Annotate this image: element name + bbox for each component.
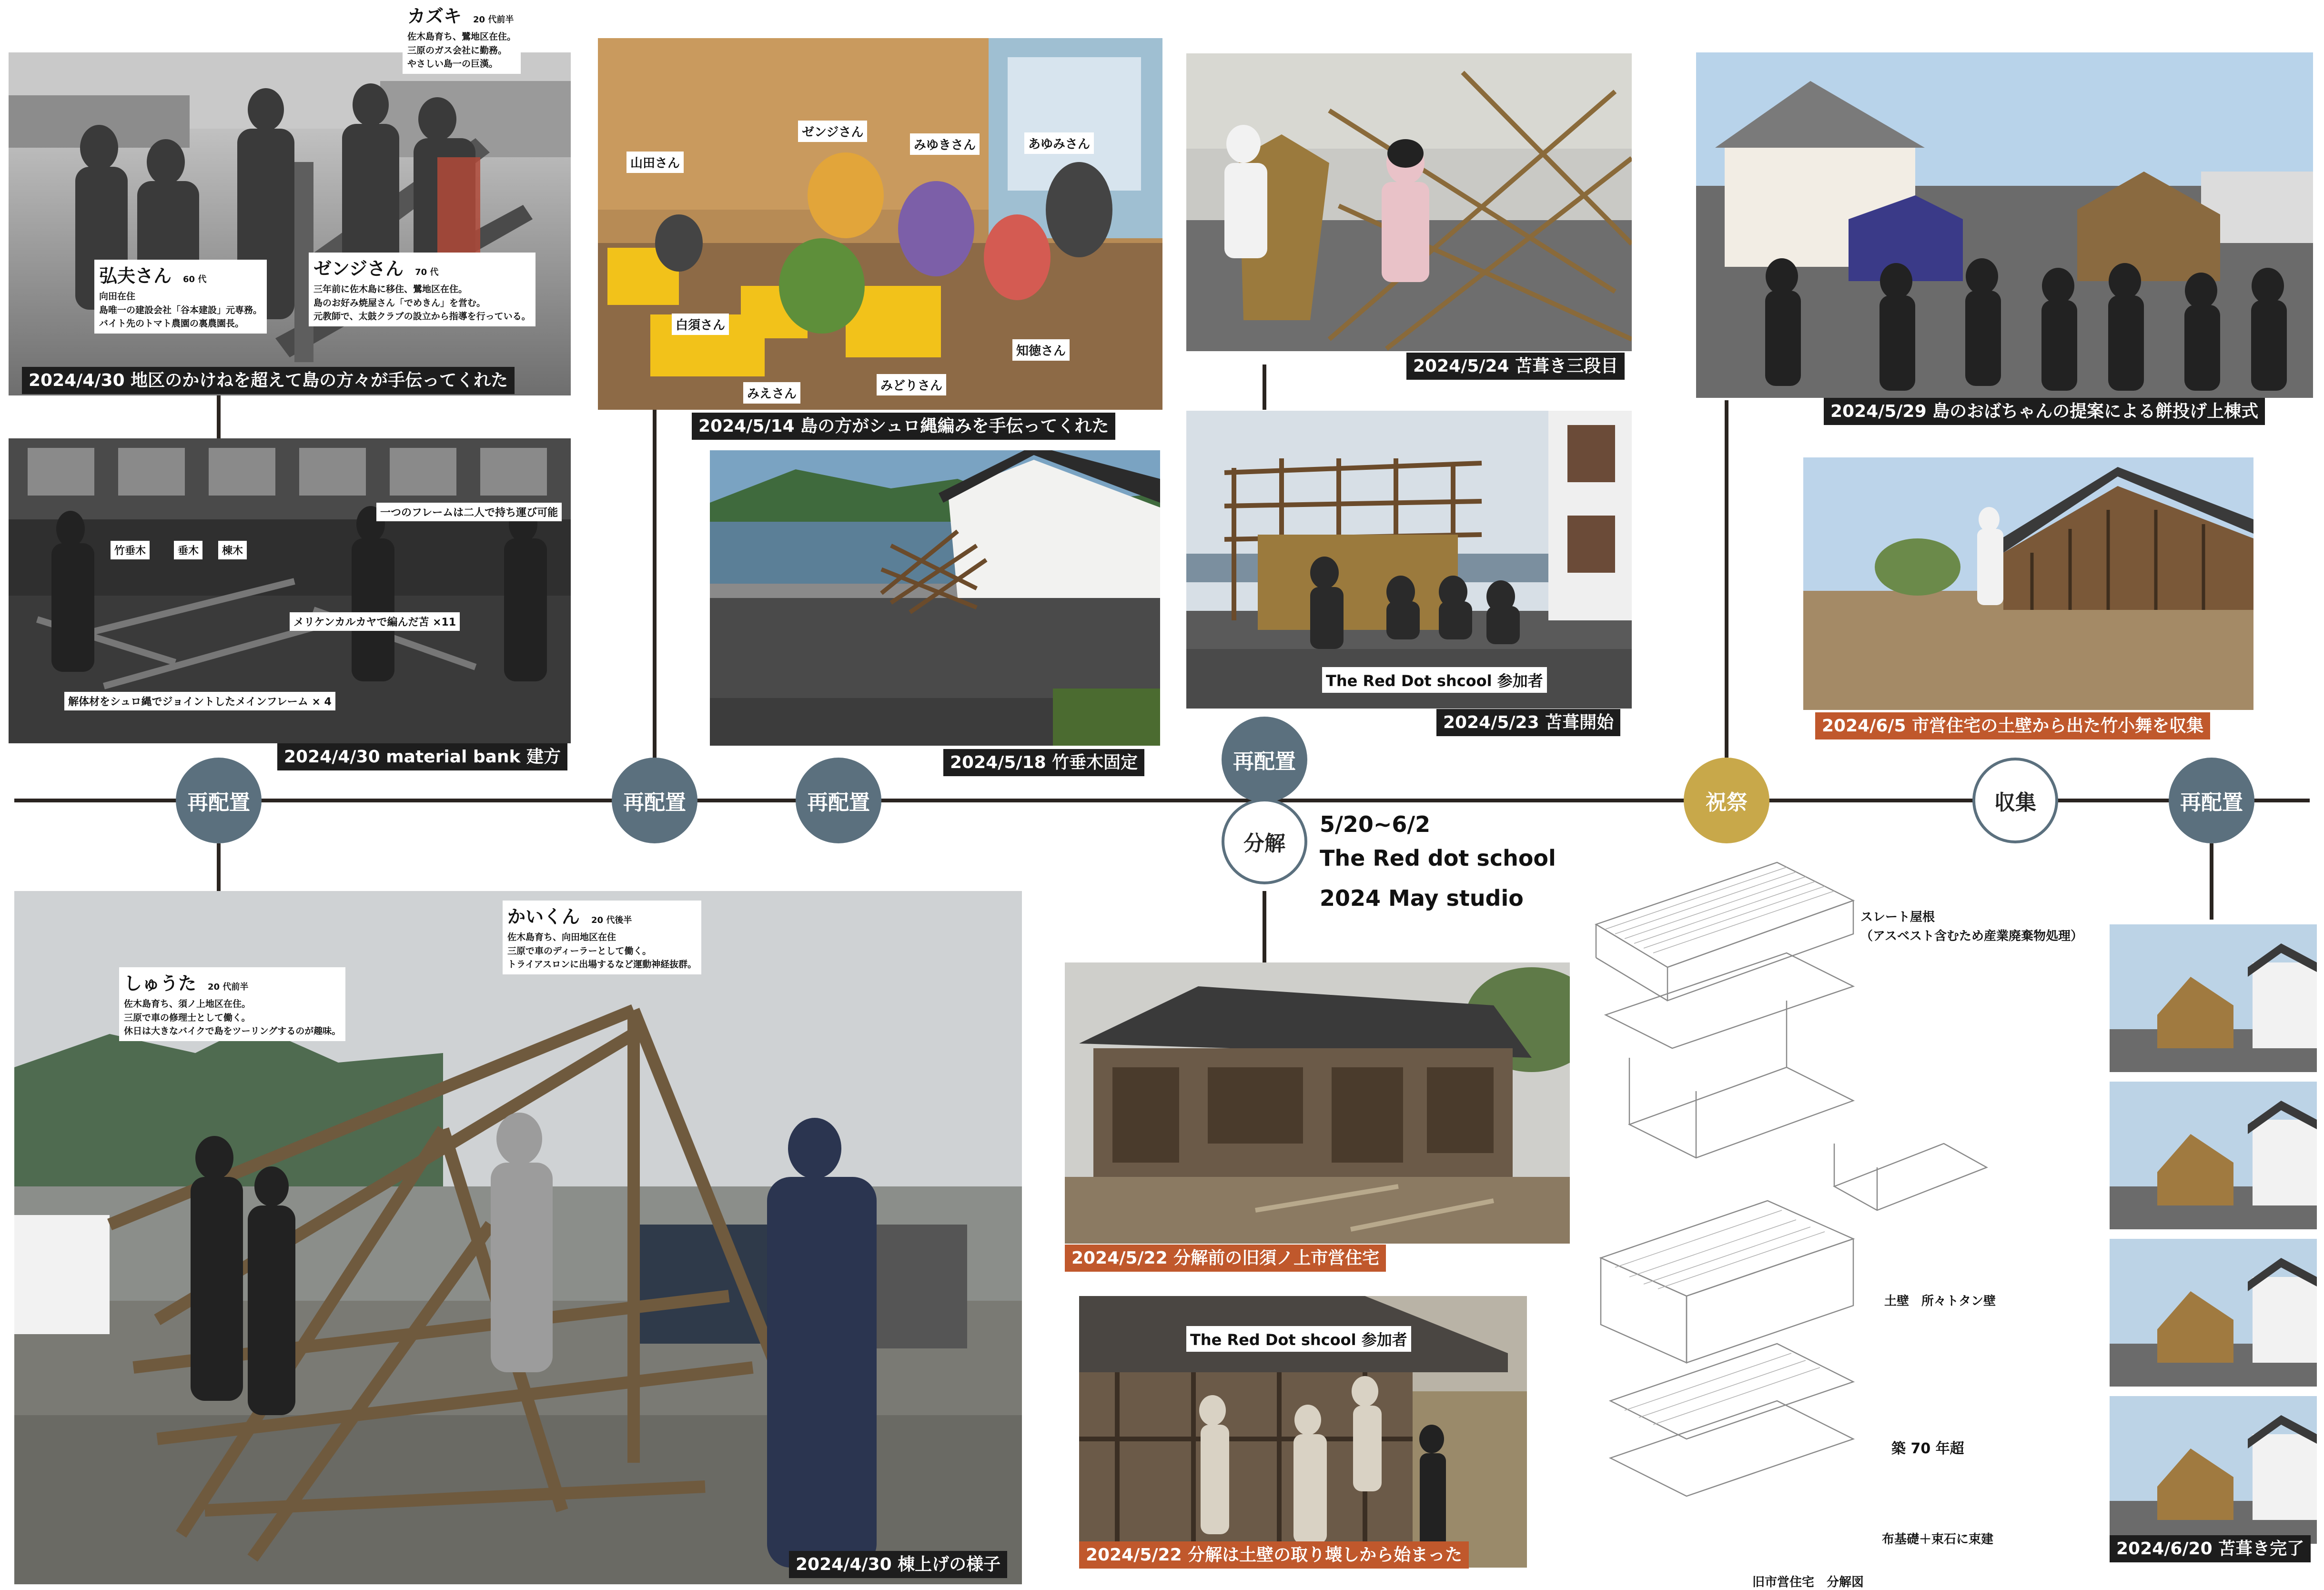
profile-name: ゼンジさん	[313, 258, 404, 279]
profile-line: 三原のガス会社に勤務。	[407, 45, 507, 56]
connector	[1725, 400, 1728, 758]
photo-bamboo-rafters	[710, 450, 1160, 746]
participants-label: The Red Dot shcool 参加者	[1186, 1326, 1411, 1352]
connector	[1263, 365, 1266, 410]
photo-caption: 2024/6/5 市営住宅の土壁から出た竹小舞を収集	[1815, 712, 2210, 739]
photo-thatch-third	[1186, 53, 1632, 351]
photo-caption: 2024/4/30 地区のかけねを超えて島の方々が手伝ってくれた	[22, 367, 515, 394]
profile-line: 佐木島育ち、向田地区在住	[507, 932, 616, 942]
diagram-roof-line: スレート屋根	[1860, 910, 1935, 924]
photo-caption: 2024/4/30 棟上げの様子	[789, 1551, 1007, 1578]
profile-line: 島唯一の建設会社「谷本建設」元専務。	[99, 304, 263, 315]
profile-age: 20 代前半	[473, 15, 514, 25]
photo-caption: 2024/5/23 苫葺開始	[1436, 709, 1620, 736]
schedule-studio: 2024 May studio	[1320, 885, 1524, 911]
profile-line: バイト先のトマト農園の裏農園長。	[99, 318, 244, 329]
timeline-axis	[14, 799, 2310, 802]
profile-line: 三年前に佐木島に移住、鷺地区在住。	[313, 284, 468, 294]
diagram-roof-line: （アスベスト含むため産業廃棄物処理）	[1860, 929, 2083, 944]
profile-age: 20 代後半	[591, 915, 632, 925]
profile-age: 70 代	[415, 267, 439, 277]
node-relocate-2: 再配置	[612, 758, 697, 843]
annotation-label: 解体材をシュロ縄でジョイントしたメインフレーム × 4	[64, 692, 335, 710]
connector	[2210, 843, 2213, 920]
profile-line: やさしい島一の巨漢。	[407, 59, 498, 69]
connector	[1263, 891, 1266, 967]
person-label: みどりさん	[877, 374, 946, 395]
node-relocate-3: 再配置	[796, 758, 881, 843]
profile-age: 20 代前半	[208, 982, 249, 992]
profile-age: 60 代	[183, 274, 207, 284]
photo-caption: 2024/4/30 material bank 建方	[277, 743, 567, 770]
photo-caption: 2024/5/22 分解前の旧須ノ上市営住宅	[1065, 1245, 1386, 1272]
annotation-label: 一つのフレームは二人で持ち運び可能	[376, 503, 562, 521]
profile-hiroo	[94, 260, 267, 334]
person-label: 白須さん	[672, 314, 729, 335]
profile-name: しゅうた	[124, 973, 197, 994]
diagram-age-label: 築 70 年超	[1891, 1440, 1964, 1457]
connector	[217, 395, 221, 438]
photo-rope-weaving	[598, 38, 1162, 410]
profile-line: 休日は大きなバイクで島をツーリングするのが趣味。	[124, 1026, 341, 1036]
profile-line: 三原で車のディーラーとして働く。	[507, 945, 652, 956]
person-label: 知徳さん	[1012, 339, 1070, 361]
schedule-text	[1320, 808, 1556, 915]
diagram-title: 旧市営住宅 分解図	[1752, 1575, 1864, 1590]
annotation-label: 棟木	[218, 541, 247, 559]
person-label: ゼンジさん	[798, 121, 867, 142]
profile-line: 佐木島育ち、鷺地区在住。	[407, 31, 516, 42]
profile-kai	[503, 901, 701, 974]
node-relocate-1: 再配置	[176, 758, 262, 843]
schedule-dates: 5/20~6/2	[1320, 811, 1431, 837]
person-label: 山田さん	[626, 152, 684, 173]
person-label: みえさん	[743, 382, 800, 404]
exploded-diagram	[1586, 858, 2111, 1572]
photo-old-housing	[1065, 962, 1570, 1244]
photo-bamboo-collect	[1803, 457, 2253, 710]
profile-zenji	[309, 253, 536, 326]
photo-caption: 2024/6/20 苫葺き完了	[2110, 1535, 2311, 1562]
node-disassemble: 分解	[1222, 799, 1307, 884]
person-label: みゆきさん	[910, 133, 980, 155]
connector	[217, 843, 221, 891]
node-collect: 収集	[1972, 758, 2058, 843]
profile-kazuki	[403, 0, 521, 74]
diagram-wall-label: 土壁 所々トタン壁	[1884, 1294, 1996, 1308]
profile-line: トライアスロンに出場するなど運動神経抜群。	[507, 959, 697, 970]
photo-mochi-ceremony	[1696, 52, 2313, 398]
profile-line: 島のお好み焼屋さん「でめきん」を営む。	[313, 297, 486, 308]
photo-caption: 2024/5/29 島のおばちゃんの提案による餅投げ上棟式	[1824, 398, 2265, 425]
connector	[653, 410, 657, 762]
photo-thatch-start	[1186, 411, 1632, 709]
annotation-label: 垂木	[174, 541, 202, 559]
diagram-base-label: 布基礎＋束石に束建	[1882, 1532, 1994, 1547]
photo-thatch-complete	[2110, 924, 2317, 1546]
photo-caption: 2024/5/22 分解は土壁の取り壊しから始まった	[1079, 1541, 1469, 1569]
photo-caption: 2024/5/18 竹垂木固定	[943, 749, 1144, 776]
profile-shuta	[119, 967, 345, 1041]
profile-line: 三原で車の修理士として働く。	[124, 1012, 251, 1023]
diagram-roof-label	[1860, 908, 2083, 946]
profile-name: カズキ	[407, 6, 462, 27]
person-label: あゆみさん	[1024, 132, 1094, 154]
schedule-school: The Red dot school	[1320, 845, 1556, 871]
photo-caption: 2024/5/24 苫葺き三段目	[1406, 353, 1625, 380]
profile-name: 弘夫さん	[99, 265, 172, 286]
node-festival: 祝祭	[1684, 758, 1769, 843]
profile-line: 元教師で、太鼓クラブの設立から指導を行っている。	[313, 311, 531, 322]
node-relocate-4: 再配置	[1222, 717, 1307, 802]
photo-caption: 2024/5/14 島の方がシュロ縄編みを手伝ってくれた	[692, 413, 1115, 440]
profile-line: 佐木島育ち、須ノ上地区在住。	[124, 999, 251, 1009]
annotation-label: メリケンカルカヤで編んだ苫 ×11	[290, 612, 460, 631]
photo-island-helpers	[9, 52, 571, 395]
profile-line: 向田在住	[99, 291, 136, 302]
profile-name: かいくん	[507, 906, 580, 927]
participants-label: The Red Dot shcool 参加者	[1322, 667, 1547, 693]
node-relocate-5: 再配置	[2169, 758, 2254, 843]
annotation-label: 竹垂木	[111, 541, 150, 559]
